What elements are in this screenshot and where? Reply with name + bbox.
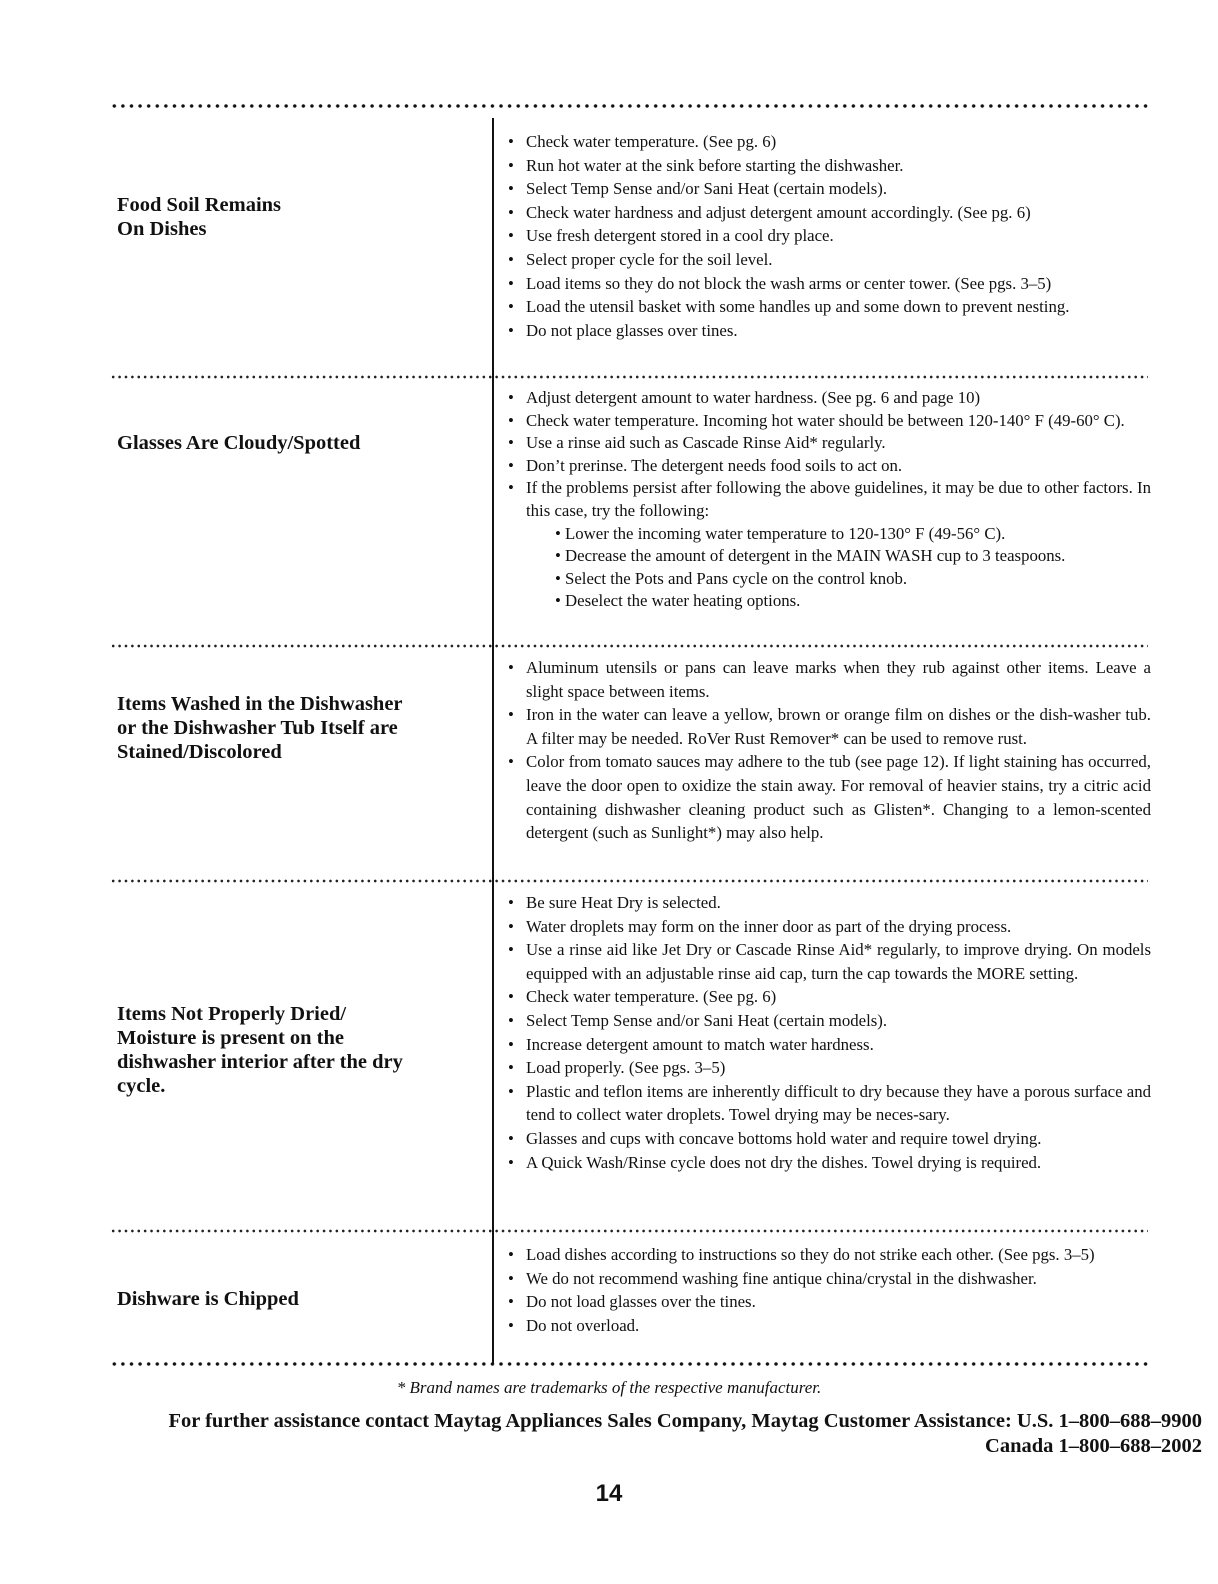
solution-item: • Glasses and cups with concave bottoms hold water and require towel drying. (505, 1127, 1151, 1151)
problem-line: On Dishes (117, 218, 207, 240)
sub-solution-item: • Decrease the amount of detergent in the MAIN WASH cup to 3 teaspoons. (555, 545, 1151, 568)
problem-line: Dishware is Chipped (117, 1288, 299, 1310)
sub-solution-item: • Lower the incoming water temperature to 120-130° F (49-56° C). (555, 523, 1151, 546)
solution-item: • Check water temperature. (See pg. 6) (505, 985, 1151, 1009)
solution-item: • Select proper cycle for the soil level. (505, 248, 1151, 272)
solution-item: • A Quick Wash/Rinse cycle does not dry the dishes. Towel drying is required. (505, 1151, 1151, 1175)
solution-item: • Load items so they do not block the wash arms or center tower. (See pgs. 3–5) (505, 272, 1151, 296)
problem-heading (117, 431, 447, 455)
solution-item: • Water droplets may form on the inner door as part of the drying process. (505, 915, 1151, 939)
solution-item: • Color from tomato sauces may adhere to the tub (see page 12). If light staining has occurred, leave the door open to oxidize the stain away. For removal of heavier stains, try a citric acid containing dishwasher cleaning product such as Glisten*. Changing to a lemon-scented detergent (such as Sunlight*) may also help. (505, 750, 1151, 844)
solution-list (505, 656, 1151, 845)
contact-info (168, 1409, 1202, 1459)
trademark-footnote: * Brand names are trademarks of the respective manufacturer. (396, 1378, 822, 1397)
solution-item: • Select Temp Sense and/or Sani Heat (certain models). (505, 1009, 1151, 1033)
solution-item: • Aluminum utensils or pans can leave marks when they rub against other items. Leave a slight space between items. (505, 656, 1151, 703)
problem-line: or the Dishwasher Tub Itself are (117, 717, 398, 739)
divider-top (110, 103, 1148, 109)
solution-item: • Load dishes according to instructions so they do not strike each other. (See pgs. 3–5) (505, 1243, 1151, 1267)
solution-item: • Load properly. (See pgs. 3–5) (505, 1056, 1151, 1080)
solution-item: • Increase detergent amount to match water hardness. (505, 1033, 1151, 1057)
solution-item: • Check water hardness and adjust detergent amount accordingly. (See pg. 6) (505, 201, 1151, 225)
solution-item: • Check water temperature. Incoming hot water should be between 120-140° F (49-60° C). (505, 410, 1151, 433)
problem-line: Stained/Discolored (117, 741, 282, 763)
solution-item: • Adjust detergent amount to water hardness. (See pg. 6 and page 10) (505, 387, 1151, 410)
page-number: 14 (595, 1480, 623, 1507)
contact-canada: Canada 1–800–688–2002 (985, 1435, 1202, 1457)
sub-solution-item: • Deselect the water heating options. (555, 590, 1151, 613)
solution-item: • Use a rinse aid like Jet Dry or Cascade Rinse Aid* regularly, to improve drying. On models equipped with an adjustable rinse aid cap, turn the cap towards the MORE setting. (505, 938, 1151, 985)
problem-heading (117, 1002, 447, 1098)
solution-item: • Use a rinse aid such as Cascade Rinse Aid* regularly. (505, 432, 1151, 455)
solution-text: If the problems persist after following the above guidelines, it may be due to other factors. In this case, try the following: (526, 478, 1151, 520)
solution-item: • Select Temp Sense and/or Sani Heat (certain models). (505, 177, 1151, 201)
sub-solution-item: • Select the Pots and Pans cycle on the control knob. (555, 568, 1151, 591)
divider-bottom (110, 1361, 1148, 1367)
solution-item: • Do not load glasses over the tines. (505, 1290, 1151, 1314)
solution-item: • Do not overload. (505, 1314, 1151, 1338)
solution-item: • Plastic and teflon items are inherently difficult to dry because they have a porous surface and tend to collect water droplets. Towel drying may be neces-sary. (505, 1080, 1151, 1127)
solution-item: • Load the utensil basket with some handles up and some down to prevent nesting. (505, 295, 1151, 319)
solution-list (505, 1243, 1151, 1337)
divider-3 (110, 878, 1148, 884)
divider-2 (110, 643, 1148, 649)
solution-item: • We do not recommend washing fine antique china/crystal in the dishwasher. (505, 1267, 1151, 1291)
problem-heading (117, 193, 447, 241)
solution-item: • Don’t prerinse. The detergent needs food soils to act on. (505, 455, 1151, 478)
solution-item: • Do not place glasses over tines. (505, 319, 1151, 343)
solution-item: • Be sure Heat Dry is selected. (505, 891, 1151, 915)
problem-line: Glasses Are Cloudy/Spotted (117, 432, 361, 454)
solution-item: • Use fresh detergent stored in a cool dry place. (505, 224, 1151, 248)
problem-line: cycle. (117, 1075, 166, 1097)
solution-item: • Check water temperature. (See pg. 6) (505, 130, 1151, 154)
problem-line: Items Not Properly Dried/ (117, 1003, 347, 1025)
divider-1 (110, 374, 1148, 380)
problem-line: dishwasher interior after the dry (117, 1051, 403, 1073)
problem-heading (117, 692, 447, 764)
solution-list (505, 130, 1151, 342)
sub-solution-list (526, 523, 1151, 613)
contact-us: For further assistance contact Maytag Appliances Sales Company, Maytag Customer Assistance: U.S. 1–800–688–9900 (168, 1410, 1202, 1432)
problem-line: Food Soil Remains (117, 194, 282, 216)
problem-heading (117, 1287, 447, 1311)
solution-item: • Iron in the water can leave a yellow, brown or orange film on dishes or the dish-washer tub. A filter may be needed. RoVer Rust Remover* can be used to remove rust. (505, 703, 1151, 750)
solution-list (505, 387, 1151, 613)
solution-item: • Run hot water at the sink before starting the dishwasher. (505, 154, 1151, 178)
divider-4 (110, 1228, 1148, 1234)
problem-line: Moisture is present on the (117, 1027, 345, 1049)
solution-list (505, 891, 1151, 1174)
solution-item (505, 477, 1151, 613)
problem-line: Items Washed in the Dishwasher (117, 693, 403, 715)
column-divider (492, 118, 494, 1364)
